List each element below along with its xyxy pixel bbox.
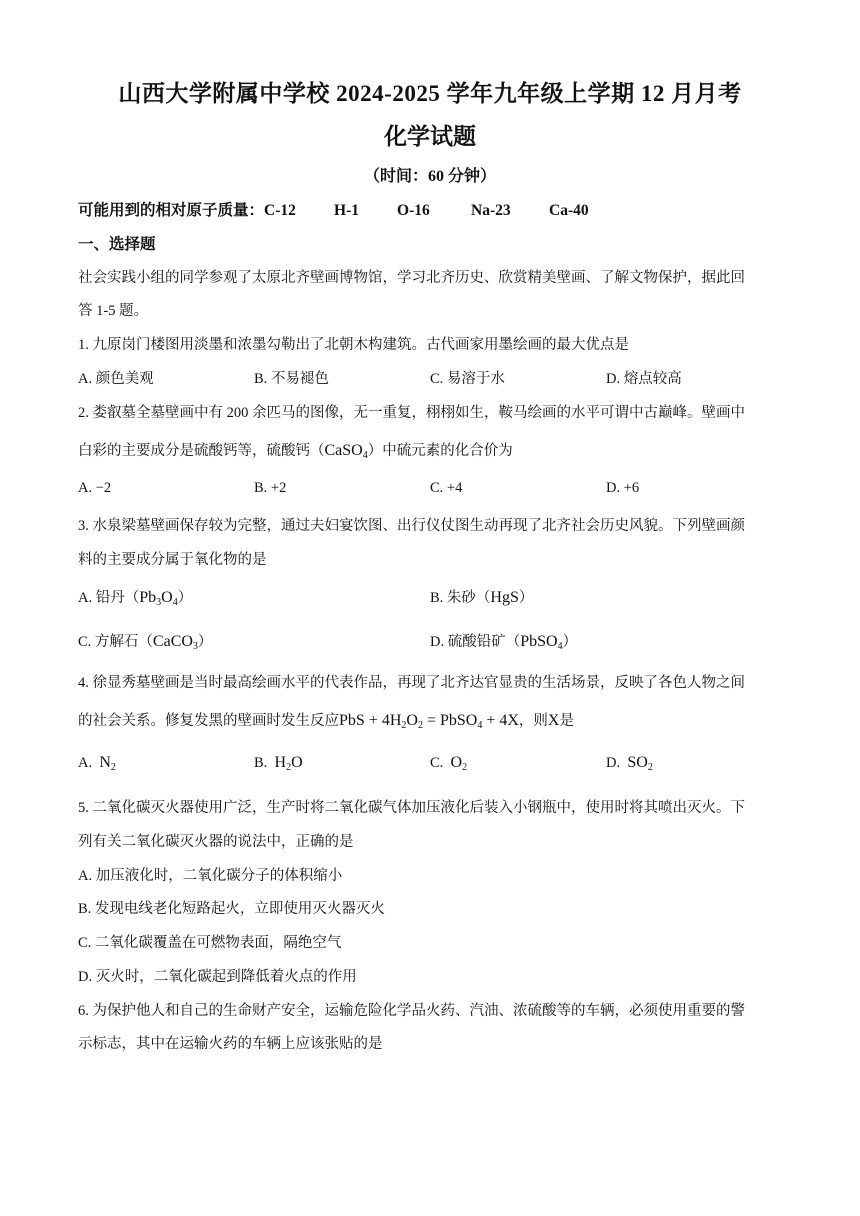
q3-option-b: B. 朱砂（HgS） [430, 589, 534, 606]
q1-stem: 1. 九原岗门楼图用淡墨和浓墨勾勒出了北朝木构建筑。古代画家用墨绘画的最大优点是 [78, 337, 629, 353]
q3-option-d: D. 硫酸铅矿（PbSO$_4$） [430, 633, 578, 652]
q5-stem-line-2: 列有关二氧化碳灭火器的说法中，正确的是 [78, 834, 354, 850]
exam-time: （时间：60 分钟） [363, 168, 496, 185]
atomic-mass-item: O-16 [397, 202, 430, 219]
q1-option-d: D. 熔点较高 [606, 371, 682, 387]
q4-equation: PbS + $4H_2O_2$ = PbSO$_4$ + 4X [339, 712, 519, 731]
q2-option-b: B. +2 [254, 480, 287, 496]
q2-option-c: C. +4 [430, 480, 463, 496]
q4-option-a: A. $N_2$ [78, 754, 116, 773]
q2-stem-line-2 [78, 439, 513, 461]
q4-stem-line-1: 4. 徐显秀墓壁画是当时最高绘画水平的代表作品，再现了北齐达官显贵的生活场景，反映了各色人物之间 [78, 675, 745, 691]
q4-stem-line-2: 的社会关系。修复发黑的壁画时发生反应PbS + $4H_2O_2$ = PbSO$_4$ + 4X，则X是 [78, 712, 574, 731]
q1-option-a: A. 颜色美观 [78, 371, 154, 387]
section-heading: 一、选择题 [78, 236, 156, 253]
q2-option-d: D. +6 [606, 480, 640, 496]
q1-option-b: B. 不易褪色 [254, 371, 329, 387]
exam-title: 山西大学附属中学校 2024-2025 学年九年级上学期 12 月月考 [118, 81, 742, 106]
atomic-mass-item: Ca-40 [549, 202, 589, 219]
q2-stem-line-1: 2. 娄叡墓全墓壁画中有 200 余匹马的图像，无一重复，栩栩如生，鞍马绘画的水平可谓中古巅峰。壁画中 [78, 405, 745, 421]
q5-option-a: A. 加压液化时，二氧化碳分子的体积缩小 [78, 868, 343, 884]
q6-stem-line-2: 示标志，其中在运输火药的车辆上应该张贴的是 [78, 1036, 383, 1052]
intro-line-2: 答 1-5 题。 [78, 303, 149, 319]
q4-option-c: C. $O_2$ [430, 754, 468, 773]
atomic-mass-item: H-1 [334, 202, 359, 219]
q2-formula: CaSO$_4$ [324, 442, 368, 461]
q6-stem-line-1: 6. 为保护他人和自己的生命财产安全，运输危险化学品火药、汽油、浓硫酸等的车辆，必须使用重要的警 [78, 1003, 745, 1019]
q2-option-a: A. −2 [78, 480, 112, 496]
q5-stem-line-1: 5. 二氧化碳灭火器使用广泛，生产时将二氧化碳气体加压液化后装入小钢瓶中，使用时将其喷出灭火。下 [78, 800, 745, 816]
q3-stem-line-1: 3. 水泉梁墓壁画保存较为完整，通过夫妇宴饮图、出行仪仗图生动再现了北齐社会历史风貌。下列壁画颜 [78, 518, 745, 534]
q1-option-c: C. 易溶于水 [430, 371, 505, 387]
atomic-mass-line [78, 198, 589, 220]
exam-subtitle: 化学试题 [384, 124, 476, 149]
q5-option-d: D. 灭火时，二氧化碳起到降低着火点的作用 [78, 969, 357, 985]
q2-stem-text: 白彩的主要成分是硫酸钙等，硫酸钙（ [78, 443, 325, 459]
q3-stem-line-2: 料的主要成分属于氧化物的是 [78, 552, 267, 568]
q3-option-a: A. 铅丹$(Pb_3O_4)$ [78, 589, 193, 608]
q3-option-c: C. 方解石（CaCO$_3$） [78, 633, 213, 652]
q4-option-d: D. $SO_2$ [606, 754, 653, 773]
atomic-mass-item: Na-23 [471, 202, 511, 219]
q2-stem-text-end: ）中硫元素的化合价为 [367, 443, 513, 459]
intro-line-1: 社会实践小组的同学参观了太原北齐壁画博物馆，学习北齐历史、欣赏精美壁画、了解文物保护，据此回 [78, 270, 745, 286]
atomic-mass-item: C-12 [264, 202, 296, 219]
q5-option-b: B. 发现电线老化短路起火，立即使用灭火器灭火 [78, 901, 385, 917]
q5-option-c: C. 二氧化碳覆盖在可燃物表面，隔绝空气 [78, 935, 342, 951]
atomic-mass-label: 可能用到的相对原子质量： [78, 202, 265, 219]
q4-option-b: B. $H_2O$ [254, 754, 303, 773]
